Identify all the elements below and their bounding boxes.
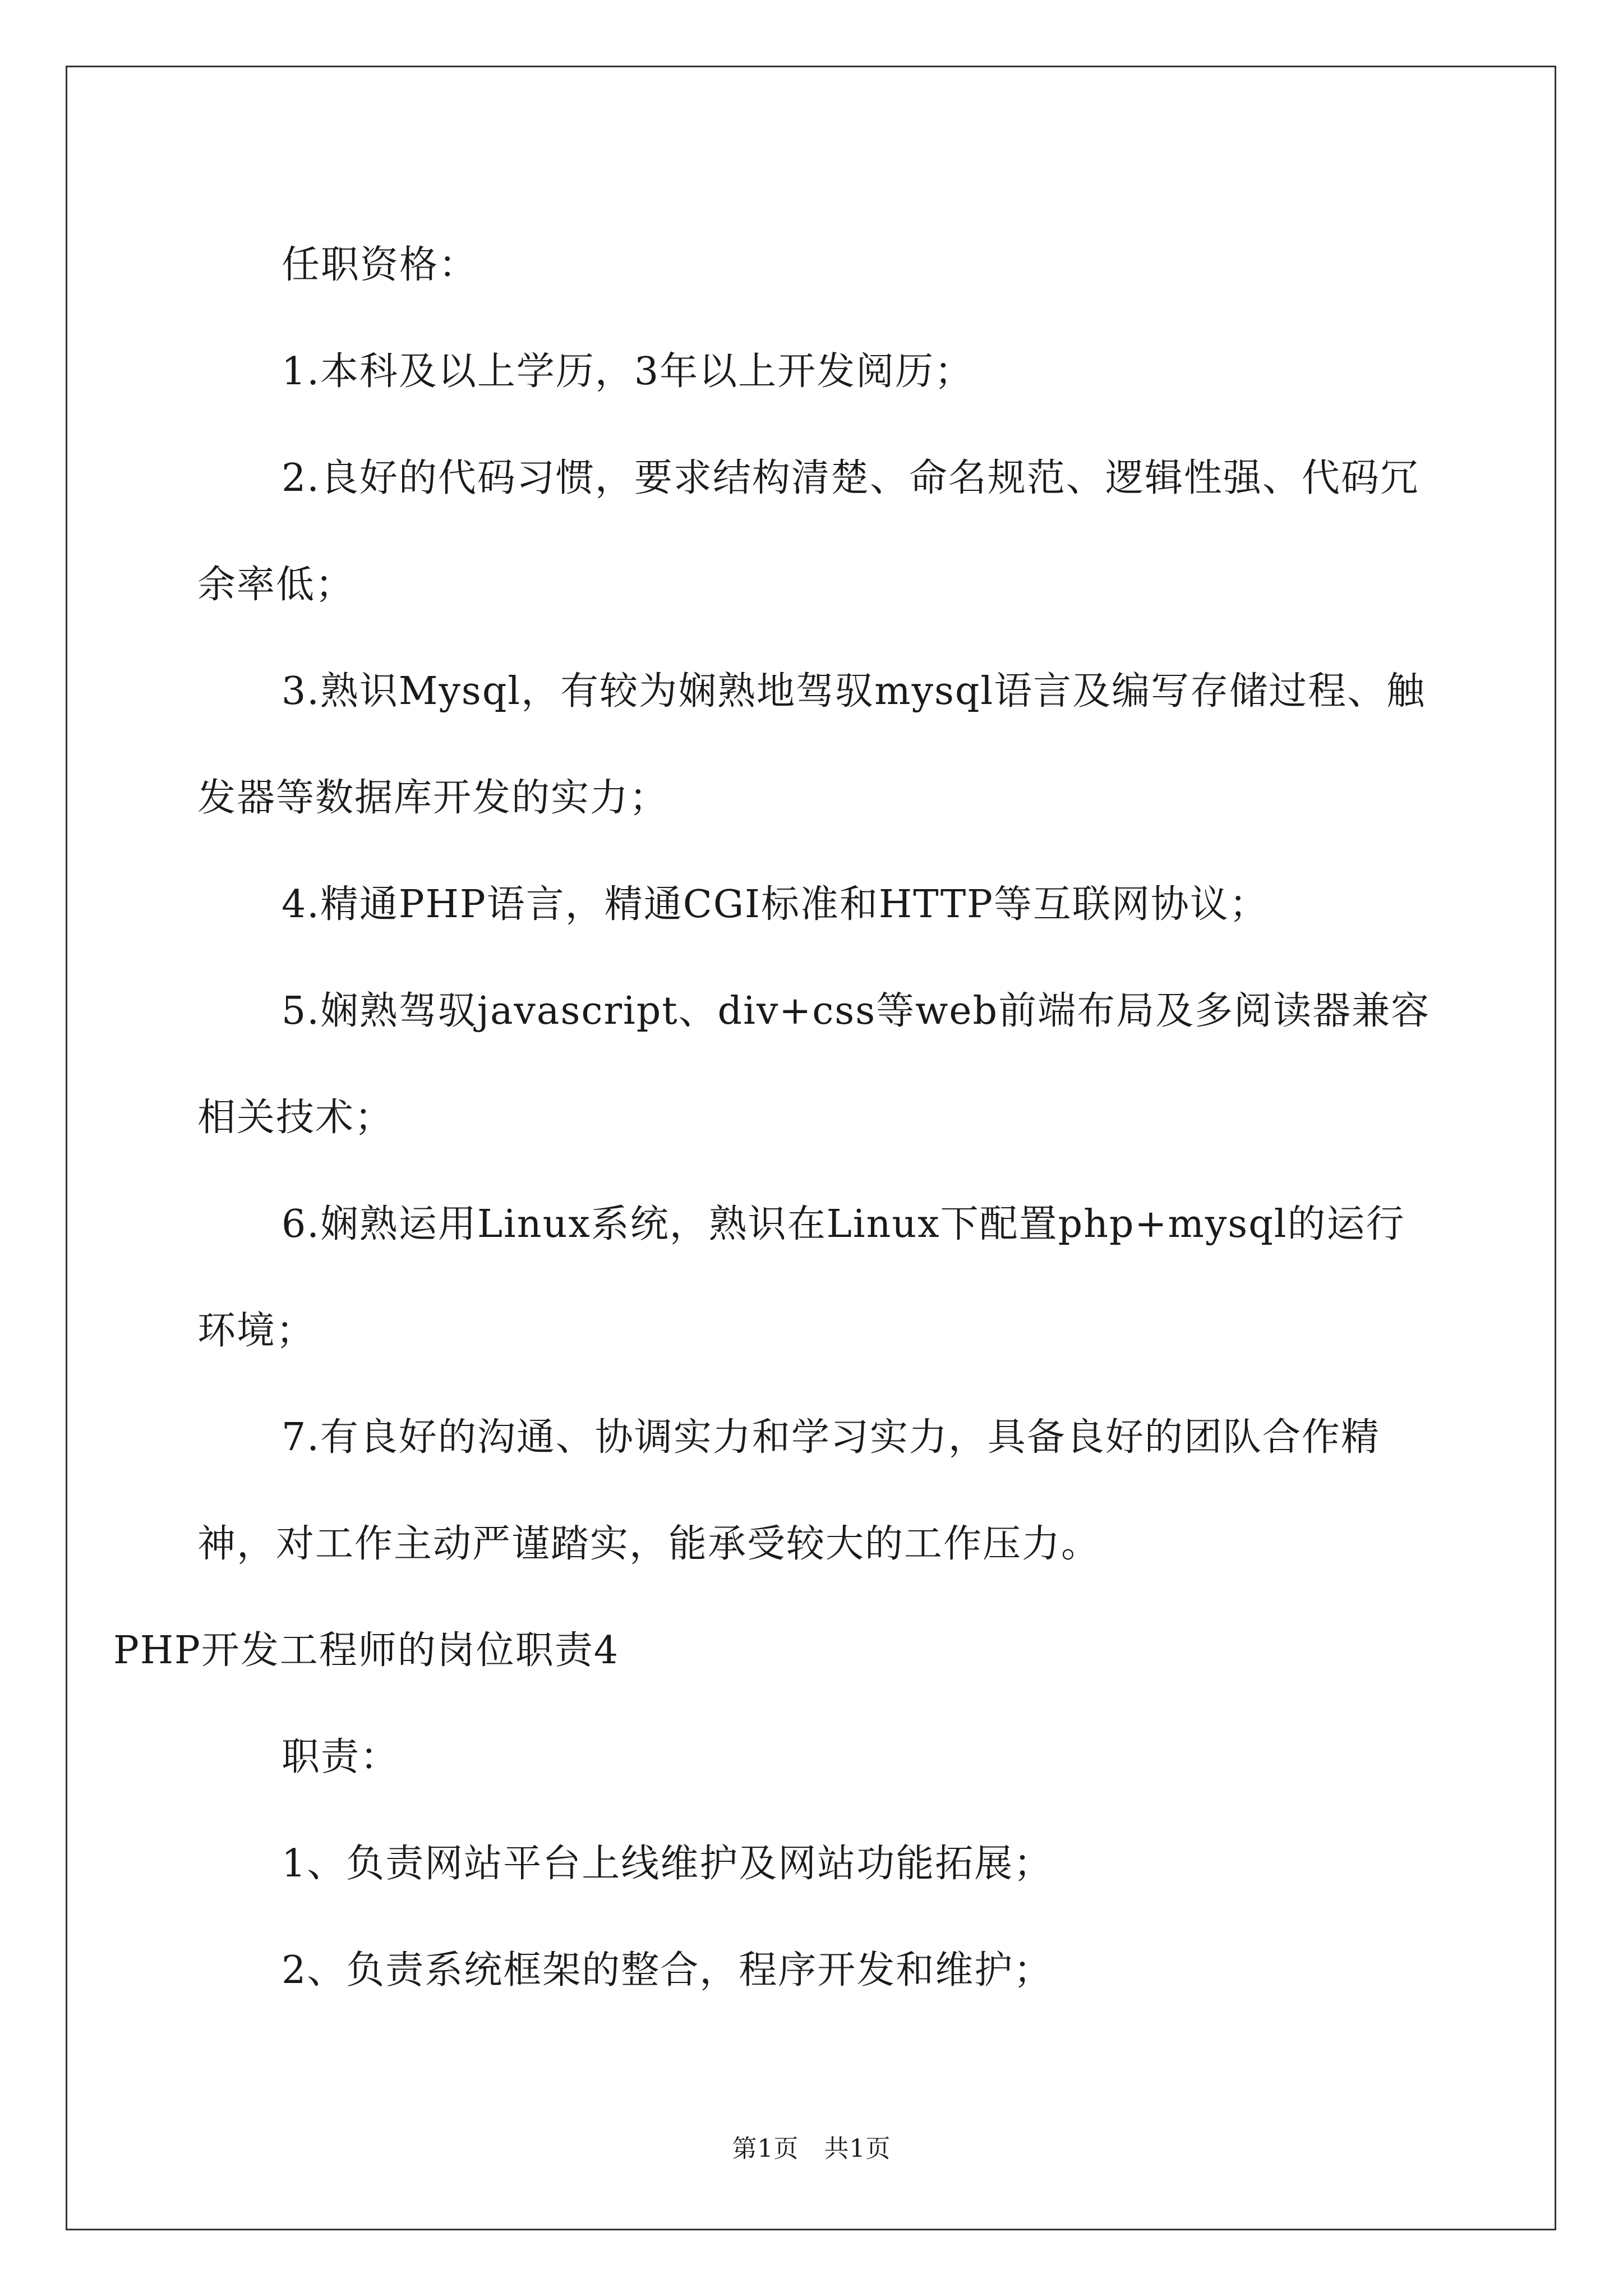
qualifications-title: 任职资格： (282, 243, 478, 287)
requirement-7: 7.有良好的沟通、协调实力和学习实力，具备良好的团队合作精神，对工作主动严谨踏实，能承受较大的工作压力。 (197, 1415, 1380, 1566)
duties-title: 职责： (282, 1735, 400, 1779)
document-body (113, 212, 1431, 2024)
requirement-3: 3.熟识Mysql，有较为娴熟地驾驭mysql语言及编写存储过程、触发器等数据库开发的实力； (197, 669, 1426, 820)
page-footer: 第1页 共1页 (732, 2134, 891, 2163)
section-heading: PHP开发工程师的岗位职责4 (113, 1628, 620, 1673)
duty-1: 1、负责网站平台上线维护及网站功能拓展； (282, 1842, 1053, 1886)
requirement-6: 6.娴熟运用Linux系统，熟识在Linux下配置php+mysql的运行环境； (197, 1202, 1405, 1353)
duty-2: 2、负责系统框架的整合，程序开发和维护； (282, 1948, 1053, 1993)
requirement-1: 1.本科及以上学历，3年以上开发阅历； (282, 349, 974, 394)
requirement-5: 5.娴熟驾驭javascript、div+css等web前端布局及多阅读器兼容相关技术； (197, 989, 1431, 1140)
requirement-4: 4.精通PHP语言，精通CGI标准和HTTP等互联网协议； (282, 882, 1269, 927)
requirement-2: 2.良好的代码习惯，要求结构清楚、命名规范、逻辑性强、代码冗余率低； (197, 456, 1419, 607)
